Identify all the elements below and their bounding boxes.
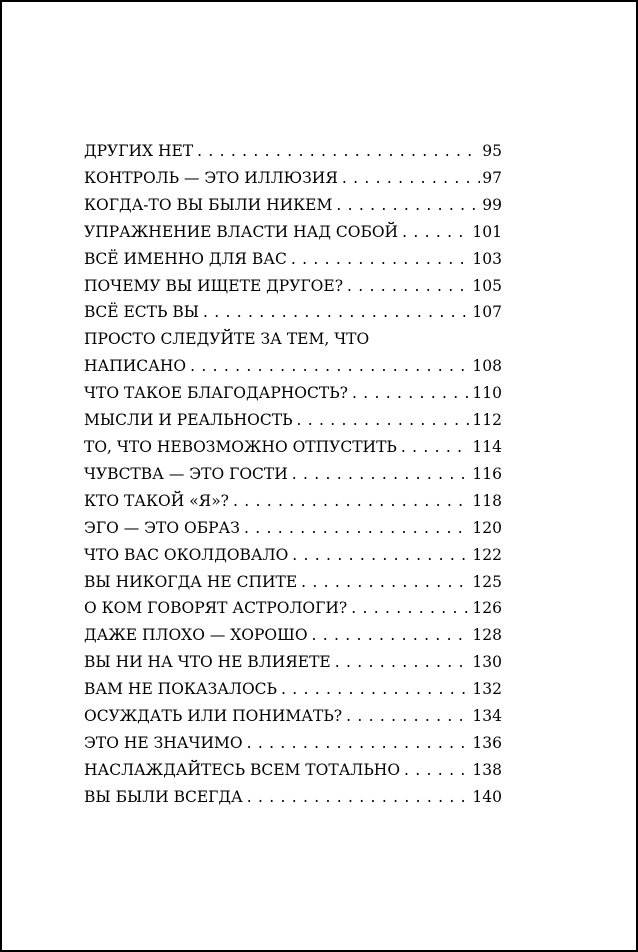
toc-entry-title: ПОЧЕМУ ВЫ ИЩЕТЕ ДРУГОЕ?	[84, 276, 344, 295]
toc-entry-title-line1: ПРОСТО СЛЕДУЙТЕ ЗА ТЕМ, ЧТО	[84, 330, 370, 349]
toc-entry-title: ЧУВСТВА — ЭТО ГОСТИ	[84, 464, 288, 483]
toc-dot-leader	[281, 676, 470, 703]
toc-entry-page: 101	[472, 222, 502, 241]
toc-entry	[84, 434, 502, 461]
toc-dot-leader	[402, 219, 470, 246]
toc-entry-title: ВСЁ ИМЕННО ДЛЯ ВАС	[84, 249, 287, 268]
toc-dot-leader	[312, 622, 471, 649]
toc-entry-title: ВАМ НЕ ПОКАЗАЛОСЬ	[84, 680, 277, 699]
toc-entry-page: 122	[472, 545, 502, 564]
toc-dot-leader	[336, 192, 480, 219]
toc-entry-title: ВЫ БЫЛИ ВСЕГДА	[84, 787, 243, 806]
toc-entry-page: 132	[472, 680, 502, 699]
toc-entry	[84, 784, 502, 811]
toc-entry-page: 108	[472, 357, 502, 376]
toc-dot-leader	[190, 353, 470, 380]
toc-dot-leader	[347, 273, 470, 300]
toc-entry-page: 95	[482, 142, 502, 160]
toc-entry-title: О КОМ ГОВОРЯТ АСТРОЛОГИ?	[84, 599, 348, 618]
toc-entry-page: 120	[472, 518, 502, 537]
toc-entry-page: 107	[472, 303, 502, 322]
toc-entry	[84, 326, 502, 380]
toc-entry-page: 112	[472, 411, 502, 430]
toc-dot-leader	[203, 299, 470, 326]
toc-entry	[84, 730, 502, 757]
toc-entry-title: ВЫ НИКОГДА НЕ СПИТЕ	[84, 572, 298, 591]
toc-entry-title: НАСЛАЖДАЙТЕСЬ ВСЕМ ТОТАЛЬНО	[84, 760, 401, 779]
toc-entry	[84, 622, 502, 649]
toc-dot-leader	[335, 649, 471, 676]
toc-entry	[84, 542, 502, 569]
toc-dot-leader	[351, 595, 470, 622]
toc-entry	[84, 757, 502, 784]
toc-entry-page: 128	[472, 626, 502, 645]
toc-dot-leader	[342, 165, 480, 192]
toc-entry-title: ДАЖЕ ПЛОХО — ХОРОШО	[84, 626, 308, 645]
toc-dot-leader	[247, 784, 471, 811]
toc-entry-title: ЭГО — ЭТО ОБРАЗ	[84, 518, 240, 537]
toc-dot-leader	[247, 730, 471, 757]
toc-entry-page: 134	[472, 707, 502, 726]
toc-entry-page: 99	[482, 195, 502, 214]
toc-dot-leader	[291, 246, 471, 273]
toc-entry	[84, 192, 502, 219]
toc-entry-title: ВЫ НИ НА ЧТО НЕ ВЛИЯЕТЕ	[84, 653, 331, 672]
toc-entry	[84, 138, 502, 165]
toc-entry-page: 125	[472, 572, 502, 591]
toc-entry-page: 136	[472, 733, 502, 752]
toc-dot-leader	[346, 703, 470, 730]
toc-entry-title: КОНТРОЛЬ — ЭТО ИЛЛЮЗИЯ	[84, 168, 338, 187]
toc-entry-title: ОСУЖДАТЬ ИЛИ ПОНИМАТЬ?	[84, 707, 343, 726]
table-of-contents	[84, 138, 502, 811]
toc-entry	[84, 703, 502, 730]
toc-dot-leader	[292, 461, 471, 488]
toc-entry-page: 130	[472, 653, 502, 672]
toc-entry	[84, 488, 502, 515]
toc-entry-page: 140	[472, 787, 502, 806]
toc-dot-leader	[401, 434, 471, 461]
toc-entry	[84, 649, 502, 676]
toc-entry	[84, 676, 502, 703]
toc-entry-page: 126	[472, 599, 502, 618]
toc-dot-leader	[233, 488, 470, 515]
toc-dot-leader	[292, 542, 470, 569]
toc-dot-leader	[404, 757, 470, 784]
toc-entry-title: НАПИСАНО	[84, 357, 187, 376]
toc-entry	[84, 380, 502, 407]
toc-entry	[84, 569, 502, 596]
toc-entry-title: МЫСЛИ И РЕАЛЬНОСТЬ	[84, 411, 293, 430]
toc-entry-title: ЭТО НЕ ЗНАЧИМО	[84, 733, 243, 752]
toc-entry	[84, 219, 502, 246]
toc-dot-leader	[301, 569, 470, 596]
toc-entry	[84, 515, 502, 542]
toc-dot-leader	[244, 515, 470, 542]
toc-entry-title: ВСЁ ЕСТЬ ВЫ	[84, 303, 200, 322]
toc-entry-title: ТО, ЧТО НЕВОЗМОЖНО ОТПУСТИТЬ	[84, 437, 397, 456]
toc-entry	[84, 407, 502, 434]
toc-entry-page: 118	[472, 491, 502, 510]
toc-dot-leader	[197, 138, 480, 165]
toc-entry-title: ЧТО ТАКОЕ БЛАГОДАРНОСТЬ?	[84, 384, 348, 403]
toc-entry-page: 97	[482, 168, 502, 187]
toc-entry-title: ЧТО ВАС ОКОЛДОВАЛО	[84, 545, 289, 564]
toc-entry	[84, 273, 502, 300]
toc-entry-page: 114	[472, 437, 502, 456]
toc-entry-title: ДРУГИХ НЕТ	[84, 142, 194, 160]
toc-entry	[84, 246, 502, 273]
toc-dot-leader	[297, 407, 471, 434]
toc-entry-page: 110	[472, 384, 502, 403]
toc-dot-leader	[352, 380, 470, 407]
toc-entry-page: 116	[472, 464, 502, 483]
toc-entry	[84, 595, 502, 622]
toc-entry	[84, 299, 502, 326]
toc-entry-page: 103	[472, 249, 502, 268]
toc-entry-title: УПРАЖНЕНИЕ ВЛАСТИ НАД СОБОЙ	[84, 222, 399, 241]
toc-entry-title: КОГДА-ТО ВЫ БЫЛИ НИКЕМ	[84, 195, 333, 214]
toc-entry-title: КТО ТАКОЙ «Я»?	[84, 491, 229, 510]
toc-entry	[84, 461, 502, 488]
toc-entry-page: 138	[472, 760, 502, 779]
toc-entry-page: 105	[472, 276, 502, 295]
toc-entry	[84, 165, 502, 192]
